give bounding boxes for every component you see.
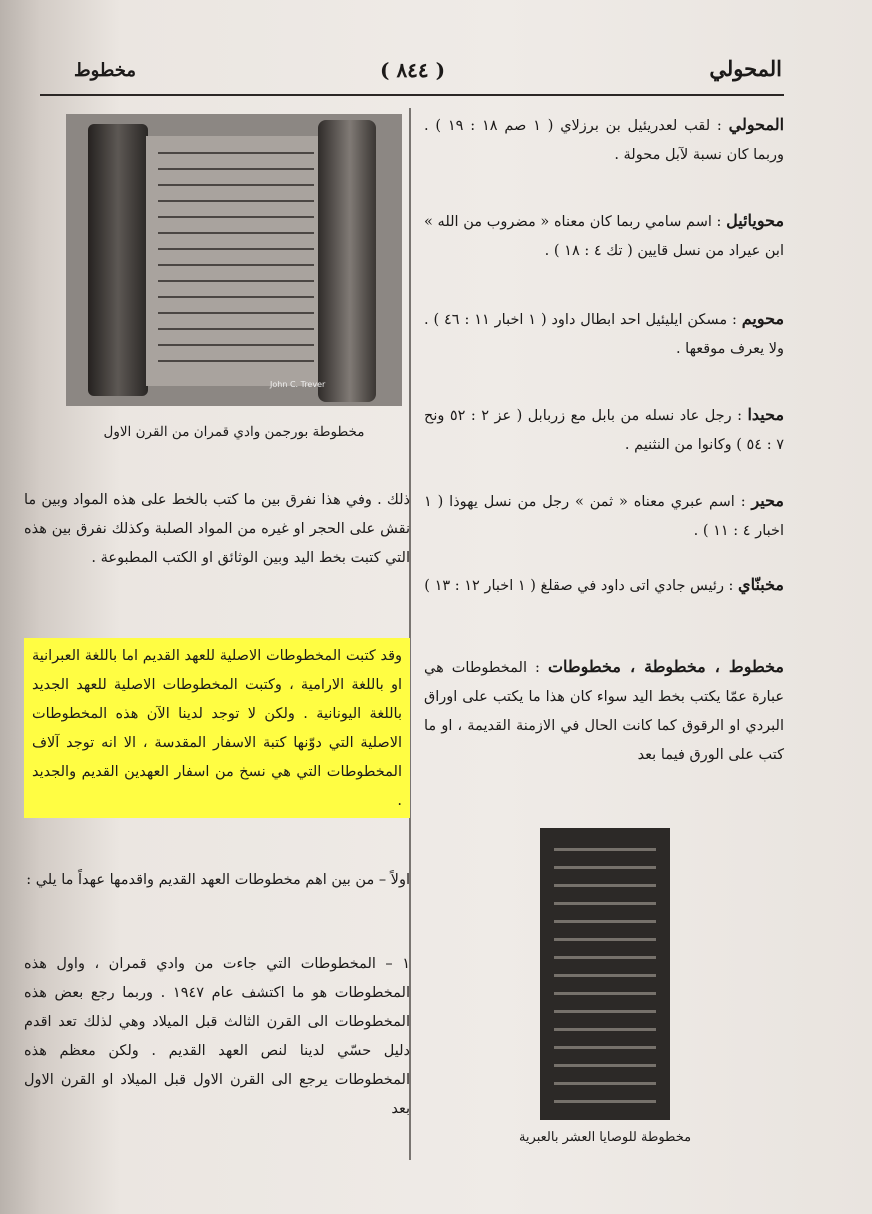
entry-headword: مخبنّاي (738, 575, 784, 594)
entry-mehujael (424, 206, 784, 266)
entry-text: : رجل عاد نسله من بابل مع زربابل ( عز ٢ : ٥٢ ونح ٧ : ٥٤ ) وكانوا من النثنيم . (424, 408, 784, 453)
entry-almuhawli (424, 110, 784, 170)
entry-mahavite (424, 304, 784, 364)
paragraph-firstly: اولاً – من بين اهم مخطوطات العهد القديم واقدمها عهداً ما يلي : (26, 872, 410, 888)
entry-text: : اسم سامي ربما كان معناه « مضروب من الله » ابن عيراد من نسل قايين ( تك ٤ : ١٨ ) . (424, 214, 784, 259)
entry-headword: المحولي (728, 115, 785, 134)
entry-text: : لقب لعدريئيل بن برزلاي ( ١ صم ١٨ : ١٩ ) . وربما كان نسبة لآبل محولة . (424, 118, 784, 163)
entry-headword: محير (751, 491, 784, 510)
paragraph-highlighted: وقد كتبت المخطوطات الاصلية للعهد القديم اما باللغة العبرانية او باللغة الارامية ، وكتبت المخطوطات الاصلية للعهد الجديد باللغة اليونانية . ولكن لا توجد لدينا الآن هذه المخطوطات الاصلية التي دوّنها كتبة الاسفار المقدسة ، الا انه توجد آلاف المخطوطات التي هي نسخ من اسفار العهدين القديم والجديد . (24, 638, 410, 818)
entry-mehir (424, 486, 784, 546)
entry-headword: محيدا (747, 405, 785, 424)
paragraph-materials: ذلك . وفي هذا نفرق بين ما كتب بالخط على هذه المواد وبين ما نقش على الحجر او غيره من المواد الصلبة وكذلك نفرق بين هذه التي كتبت بخط اليد وبين الوثائق او الكتب المطبوعة . (24, 492, 410, 566)
header-title-right: المحولي (709, 56, 782, 81)
entry-text: : رئيس جادي اتى داود في صقلغ ( ١ اخبار ١٢ : ١٣ ) (424, 578, 734, 594)
qumran-scroll-image (66, 114, 402, 406)
entry-text: : اسم عبري معناه « ثمن » رجل من نسل يهوذا ( ١ اخبار ٤ : ١١ ) . (424, 494, 784, 539)
entry-headword: محويم (741, 309, 785, 328)
scroll-roll-right (318, 120, 376, 402)
entry-mehida (424, 400, 784, 460)
ten-commandments-manuscript-image (540, 828, 670, 1120)
entry-headword: محويائيل (726, 211, 785, 230)
figure-caption-qumran: مخطوطة بورجمن وادي قمران من القرن الاول (103, 424, 365, 440)
entry-manuscript (424, 652, 784, 770)
entry-text: : المخطوطات هي عبارة عمّا يكتب بخط اليد سواء كان هذا ما يكتب على اوراق البردي او الرقوق كما كانت الحال في الازمنة القديمة ، او ما كتب على الورق فيما بعد (424, 660, 784, 763)
header-title-left: مخطوط (74, 60, 136, 81)
figure-caption-ten-commandments: مخطوطة للوصايا العشر بالعبرية (518, 1130, 692, 1145)
photo-credit: John C. Trever (270, 380, 326, 389)
scroll-sheet (146, 136, 326, 386)
page-number: ( ٨٤٤ ) (380, 58, 446, 82)
scroll-roll-left (88, 124, 148, 396)
entry-headword: مخطوط ، مخطوطة ، مخطوطات (547, 657, 784, 676)
page-header (40, 52, 782, 92)
paragraph-qumran: ١ – المخطوطات التي جاءت من وادي قمران ، واول هذه المخطوطات هو ما اكتشف عام ١٩٤٧ . وربما رجع بعض هذه المخطوطات الى القرن الثالث قبل الميلاد وهي لذلك تعد اقدم دليل حسّي لدينا لنص العهد القديم . ولكن معظم هذه المخطوطات يرجع الى القرن الاول قبل الميلاد او القرن الاول بعد (24, 956, 410, 1117)
entry-text: : مسكن ايليئيل احد ابطال داود ( ١ اخبار ١١ : ٤٦ ) . ولا يعرف موقعها . (424, 312, 784, 357)
entry-machbannai (424, 570, 784, 601)
header-rule (40, 94, 784, 96)
